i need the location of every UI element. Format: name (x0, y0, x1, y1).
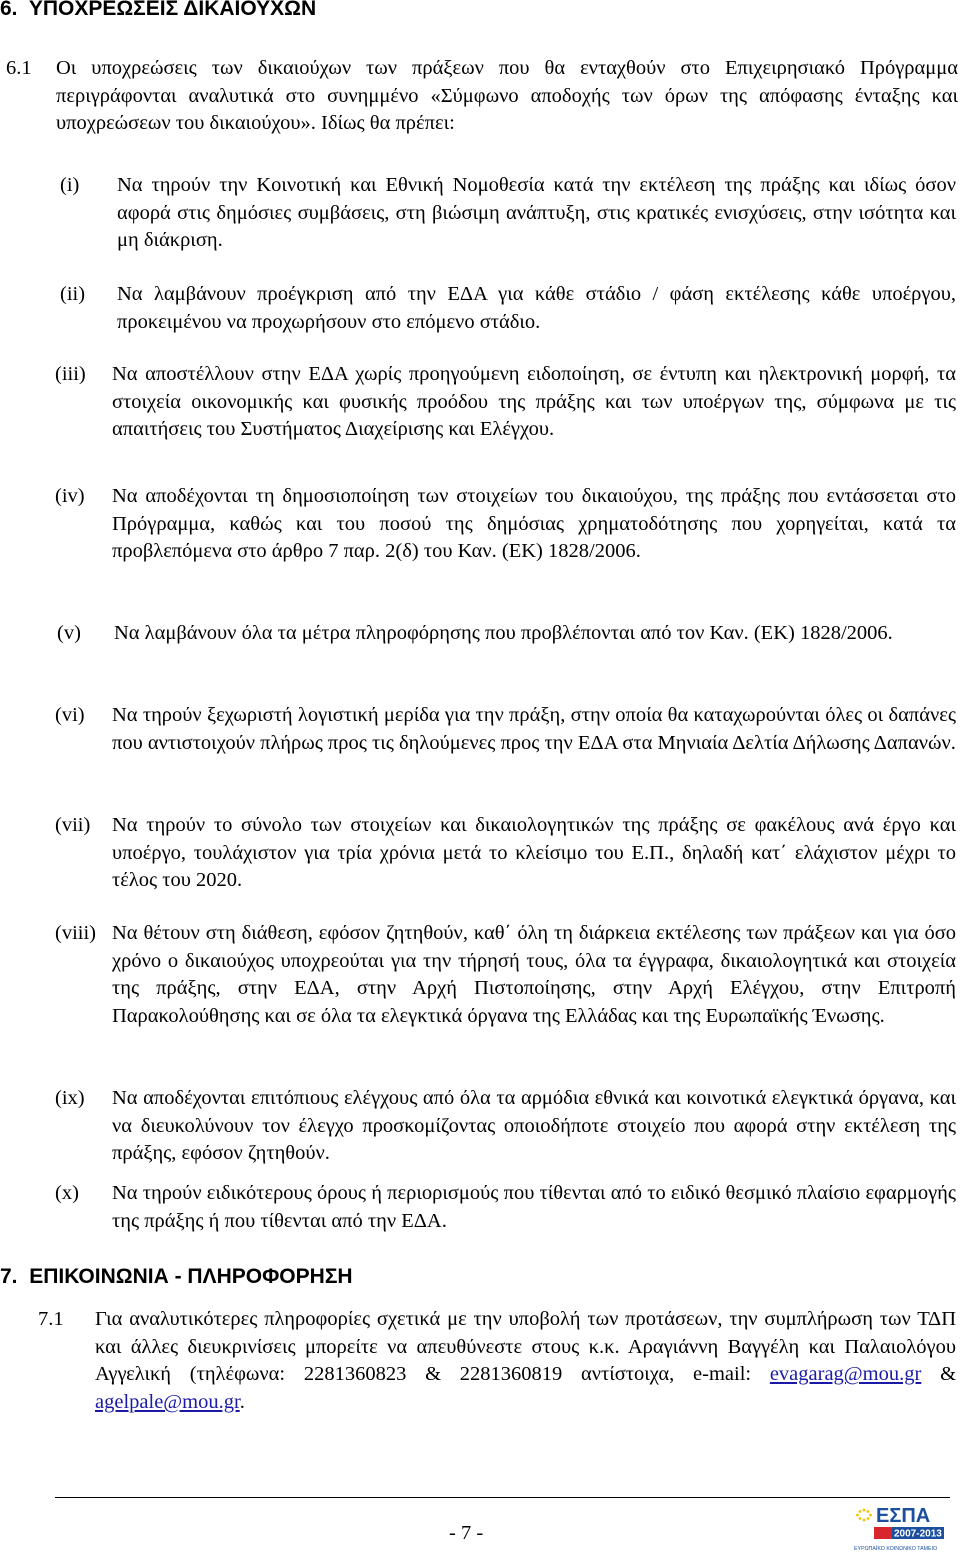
list-item-text: Να τηρούν το σύνολο των στοιχείων και δικαιολογητικών της πράξης σε φακέλους ανά έργο και υποέργο, τουλάχιστον για τρία χρόνια μετά το κλείσιμο του Ε.Π., δηλαδή κατ΄ ελάχιστον μέχρι το τέλος του 2020. (112, 814, 956, 892)
list-item-text: Να αποστέλλουν στην ΕΔΑ χωρίς προηγούμενη ειδοποίηση, σε έντυπη και ηλεκτρονική μορφή, τα στοιχεία οικονομικής και φυσικής προόδου της πράξης και των υποέργων της, σύμφωνα με τις απαιτήσεις του Συστήματος Διαχείρισης και Ελέγχου. (112, 363, 956, 441)
list-item-label: (i) (60, 174, 80, 196)
list-item-text: Να τηρούν την Κοινοτική και Εθνική Νομοθεσία κατά την εκτέλεση της πράξης και ιδίως όσον αφορά στις δημόσιες συμβάσεις, στη βιώσιμη ανάπτυξη, στις κρατικές ενισχύσεις, στην ισότητα και μη διάκριση. (117, 174, 956, 252)
paragraph-6-1-number: 6.1 (6, 57, 32, 79)
list-item-text: Να αποδέχονται τη δημοσιοποίηση των στοιχείων του δικαιούχου, της πράξης που εντάσσεται στο Πρόγραμμα, καθώς και του ποσού της δημόσιας χρηματοδότησης που χορηγείται, κατά τα προβλεπόμενα στο άρθρο 7 παρ. 2(δ) του Καν. (ΕΚ) 1828/2006. (112, 485, 956, 563)
espa-logo-graphic (852, 1502, 948, 1562)
paragraph-6-1-text: Οι υποχρεώσεις των δικαιούχων των πράξεων που θα ενταχθούν στο Επιχειρησιακό Πρόγραμμα περιγράφονται αναλυτικά στο συνημμένο «Σύμφωνο αποδοχής των όρων της απόφασης ένταξης και υποχρεώσεων του δικαιούχου». Ιδίως θα πρέπει: (56, 57, 958, 135)
section-7-title: ΕΠΙΚΟΙΝΩΝΙΑ - ΠΛΗΡΟΦΟΡΗΣΗ (29, 1265, 353, 1288)
paragraph-6-1 (0, 55, 958, 138)
list-item-text: Να τηρούν ειδικότερους όρους ή περιορισμούς που τίθενται από το ειδικό θεσμικό πλαίσιο εφαρμογής της πράξης ή που τίθενται από την ΕΔΑ. (112, 1182, 956, 1232)
list-item-label: (v) (57, 622, 81, 644)
list-item-label: (x) (55, 1182, 79, 1204)
section-6-number: 6. (0, 0, 18, 20)
list-item-label: (vii) (55, 814, 91, 836)
email-link-aragiannis[interactable]: evagarag@mou.gr (769, 1363, 922, 1386)
list-item-label: (viii) (55, 922, 96, 944)
section-6-title: ΥΠΟΧΡΕΩΣΕΙΣ ΔΙΚΑΙΟΥΧΩΝ (28, 0, 317, 20)
list-item-label: (ix) (55, 1087, 85, 1109)
paragraph-7-1-body (38, 1306, 956, 1416)
logo-years-text: 2007-2013 (894, 1528, 942, 1540)
list-item-text: Να λαμβάνουν όλα τα μέτρα πληροφόρησης που προβλέπονται από τον Καν. (ΕΚ) 1828/2006. (114, 622, 893, 644)
sentence-end: . (239, 1390, 245, 1413)
ampersand: & (940, 1363, 957, 1386)
section-7-number: 7. (0, 1265, 18, 1288)
list-item-text: Να τηρούν ξεχωριστή λογιστική μερίδα για την πράξη, στην οποία θα καταχωρούνται όλες οι δαπάνες που αντιστοιχούν πλήρως προς τις δηλούμενες προς την ΕΔΑ στα Μηνιαία Δελτία Δήλωσης Δαπανών. (112, 704, 956, 754)
paragraph-7-1-number: 7.1 (38, 1308, 64, 1330)
list-item-label: (vi) (55, 704, 85, 726)
paragraph-7-1 (38, 1306, 956, 1416)
list-item-text: Να θέτουν στη διάθεση, εφόσον ζητηθούν, καθ΄ όλη τη διάρκεια εκτέλεσης των πράξεων και για όσο χρόνο ο δικαιούχος υποχρεούται για την τήρησή τους, όλα τα έγγραφα, δικαιολογητικά και στοιχεία της πράξης, στην ΕΔΑ, στην Αρχή Πιστοποίησης, στην Αρχή Ελέγχου, στην Επιτροπή Παρακολούθησης και σε όλα τα ελεγκτικά όργανα της Ελλάδας και της Ευρωπαϊκής Ένωσης. (112, 922, 956, 1027)
section-6-heading (0, 0, 316, 21)
section-7-heading (0, 1265, 353, 1289)
list-item-label: (iii) (55, 363, 86, 385)
list-item-text: Να αποδέχονται επιτόπιους ελέγχους από όλα τα αρμόδια εθνικά και κοινοτικά ελεγκτικά όργανα, και να διευκολύνουν τον έλεγχο προσκομίζοντας οποιοδήποτε στοιχείο που αφορά στην εκτέλεση της πράξης, εφόσον ζητηθούν. (112, 1087, 956, 1165)
logo-caption-text: ΕΥΡΩΠΑΪΚΟ ΚΟΙΝΩΝΙΚΟ ΤΑΜΕΙΟ (854, 1546, 938, 1552)
list-item-text: Να λαμβάνουν προέγκριση από την ΕΔΑ για κάθε στάδιο / φάση εκτέλεσης κάθε υποέργου, προκειμένου να προχωρήσουν στο επόμενο στάδιο. (117, 283, 956, 333)
espa-logo (852, 1502, 948, 1562)
paragraph-7-1-text: Για αναλυτικότερες πληροφορίες σχετικά με την υποβολή των προτάσεων, την συμπλήρωση των ΤΔΠ και άλλες διευκρινίσεις μπορείτε να απευθύνεστε στους κ.κ. Αραγιάννη Βαγγέλη και Παλαιολόγου Αγγελική (τηλέφωνα: 2281360823 & 2281360819 αντίστοιχα, e-mail: (95, 1308, 956, 1386)
footer-divider (55, 1497, 950, 1498)
page-number: - 7 - (449, 1522, 484, 1544)
list-item-label: (iv) (55, 485, 85, 507)
list-item-label: (ii) (60, 283, 86, 305)
email-link-palaiologou[interactable]: agelpale@mou.gr (95, 1390, 240, 1413)
logo-espa-text: ΕΣΠΑ (876, 1505, 931, 1527)
